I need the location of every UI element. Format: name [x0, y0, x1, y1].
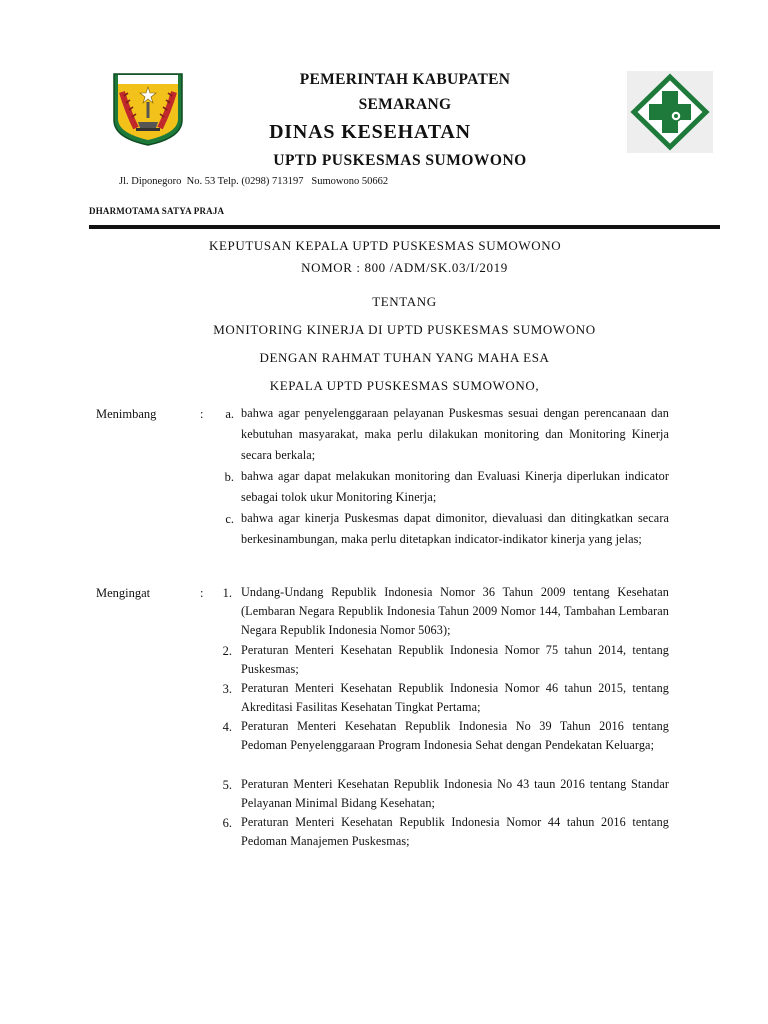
header-divider: [89, 225, 720, 229]
decree-number: NOMOR : 800 /ADM/SK.03/I/2019: [301, 260, 508, 275]
menimbang-item-b: bahwa agar dapat melakukan monitoring dan Evaluasi Kinerja diperlukan indicator sebagai tolok ukur Monitoring Kinerja;: [241, 469, 669, 504]
mengingat-item-1: Undang-Undang Republik Indonesia Nomor 36 Tahun 2009 tentang Kesehatan (Lembaran Negara Republik Indonesia Tahun 2009 Nomor 144, Tambahan Lembaran Negara Republik Indonesia Nomor 5063);: [241, 585, 669, 637]
mengingat-colon: :: [200, 586, 204, 600]
mengingat-item-6: Peraturan Menteri Kesehatan Republik Indonesia Nomor 44 tahun 2016 tentang Pedoman Manajemen Puskesmas;: [241, 815, 669, 848]
mengingat-marker-6: 6.: [222, 816, 232, 830]
header-motto: DHARMOTAMA SATYA PRAJA: [89, 206, 225, 216]
menimbang-marker-c: c.: [225, 512, 234, 526]
header-unit-line: UPTD PUSKESMAS SUMOWONO: [273, 152, 527, 169]
mengingat-label: Mengingat: [96, 586, 151, 600]
menimbang-label: Menimbang: [96, 407, 157, 421]
decree-authority: KEPALA UPTD PUSKESMAS SUMOWONO,: [269, 378, 540, 393]
menimbang-colon: :: [200, 407, 204, 421]
menimbang-marker-a: a.: [225, 407, 234, 421]
header-agency-line: DINAS KESEHATAN: [269, 121, 471, 143]
menimbang-item-c: bahwa agar kinerja Puskesmas dapat dimonitor, dievaluasi dan ditingkatkan secara berkesinambungan, maka perlu ditetapkan indicator-indikator kinerja yang jelas;: [241, 511, 669, 546]
mengingat-marker-1: 1.: [222, 586, 232, 600]
mengingat-item-3: Peraturan Menteri Kesehatan Republik Indonesia Nomor 46 tahun 2015, tentang Akreditasi Fasilitas Kesehatan Tingkat Pertama;: [241, 681, 669, 714]
puskesmas-logo: [627, 71, 713, 153]
header-government-line: PEMERINTAH KABUPATEN: [299, 71, 511, 88]
kabupaten-semarang-emblem: [110, 72, 186, 146]
decree-invocation: DENGAN RAHMAT TUHAN YANG MAHA ESA: [259, 350, 550, 365]
mengingat-marker-5: 5.: [222, 778, 232, 792]
decree-about-label: TENTANG: [372, 294, 437, 309]
menimbang-item-a: bahwa agar penyelenggaraan pelayanan Puskesmas sesuai dengan perencanaan dan kebutuhan masyarakat, maka perlu dilakukan monitoring dan Monitoring Kinerja secara berkala;: [241, 406, 669, 462]
mengingat-marker-2: 2.: [222, 644, 232, 658]
mengingat-item-4: Peraturan Menteri Kesehatan Republik Indonesia No 39 Tahun 2016 tentang Pedoman Penyelenggaraan Program Indonesia Sehat dengan Pendekatan Keluarga;: [241, 719, 669, 752]
header-address: Jl. Diponegoro No. 53 Telp. (0298) 713197 Sumowono 50662: [119, 176, 389, 187]
decree-title: KEPUTUSAN KEPALA UPTD PUSKESMAS SUMOWONO: [209, 238, 562, 253]
decree-subject: MONITORING KINERJA DI UPTD PUSKESMAS SUMOWONO: [213, 322, 596, 337]
mengingat-item-5: Peraturan Menteri Kesehatan Republik Indonesia No 43 taun 2016 tentang Standar Pelayanan Minimal Bidang Kesehatan;: [241, 777, 669, 810]
mengingat-item-2: Peraturan Menteri Kesehatan Republik Indonesia Nomor 75 tahun 2014, tentang Puskesmas;: [241, 643, 669, 676]
mengingat-marker-3: 3.: [222, 682, 232, 696]
mengingat-marker-4: 4.: [222, 720, 232, 734]
menimbang-marker-b: b.: [224, 470, 234, 484]
header-region-line: SEMARANG: [358, 96, 452, 113]
